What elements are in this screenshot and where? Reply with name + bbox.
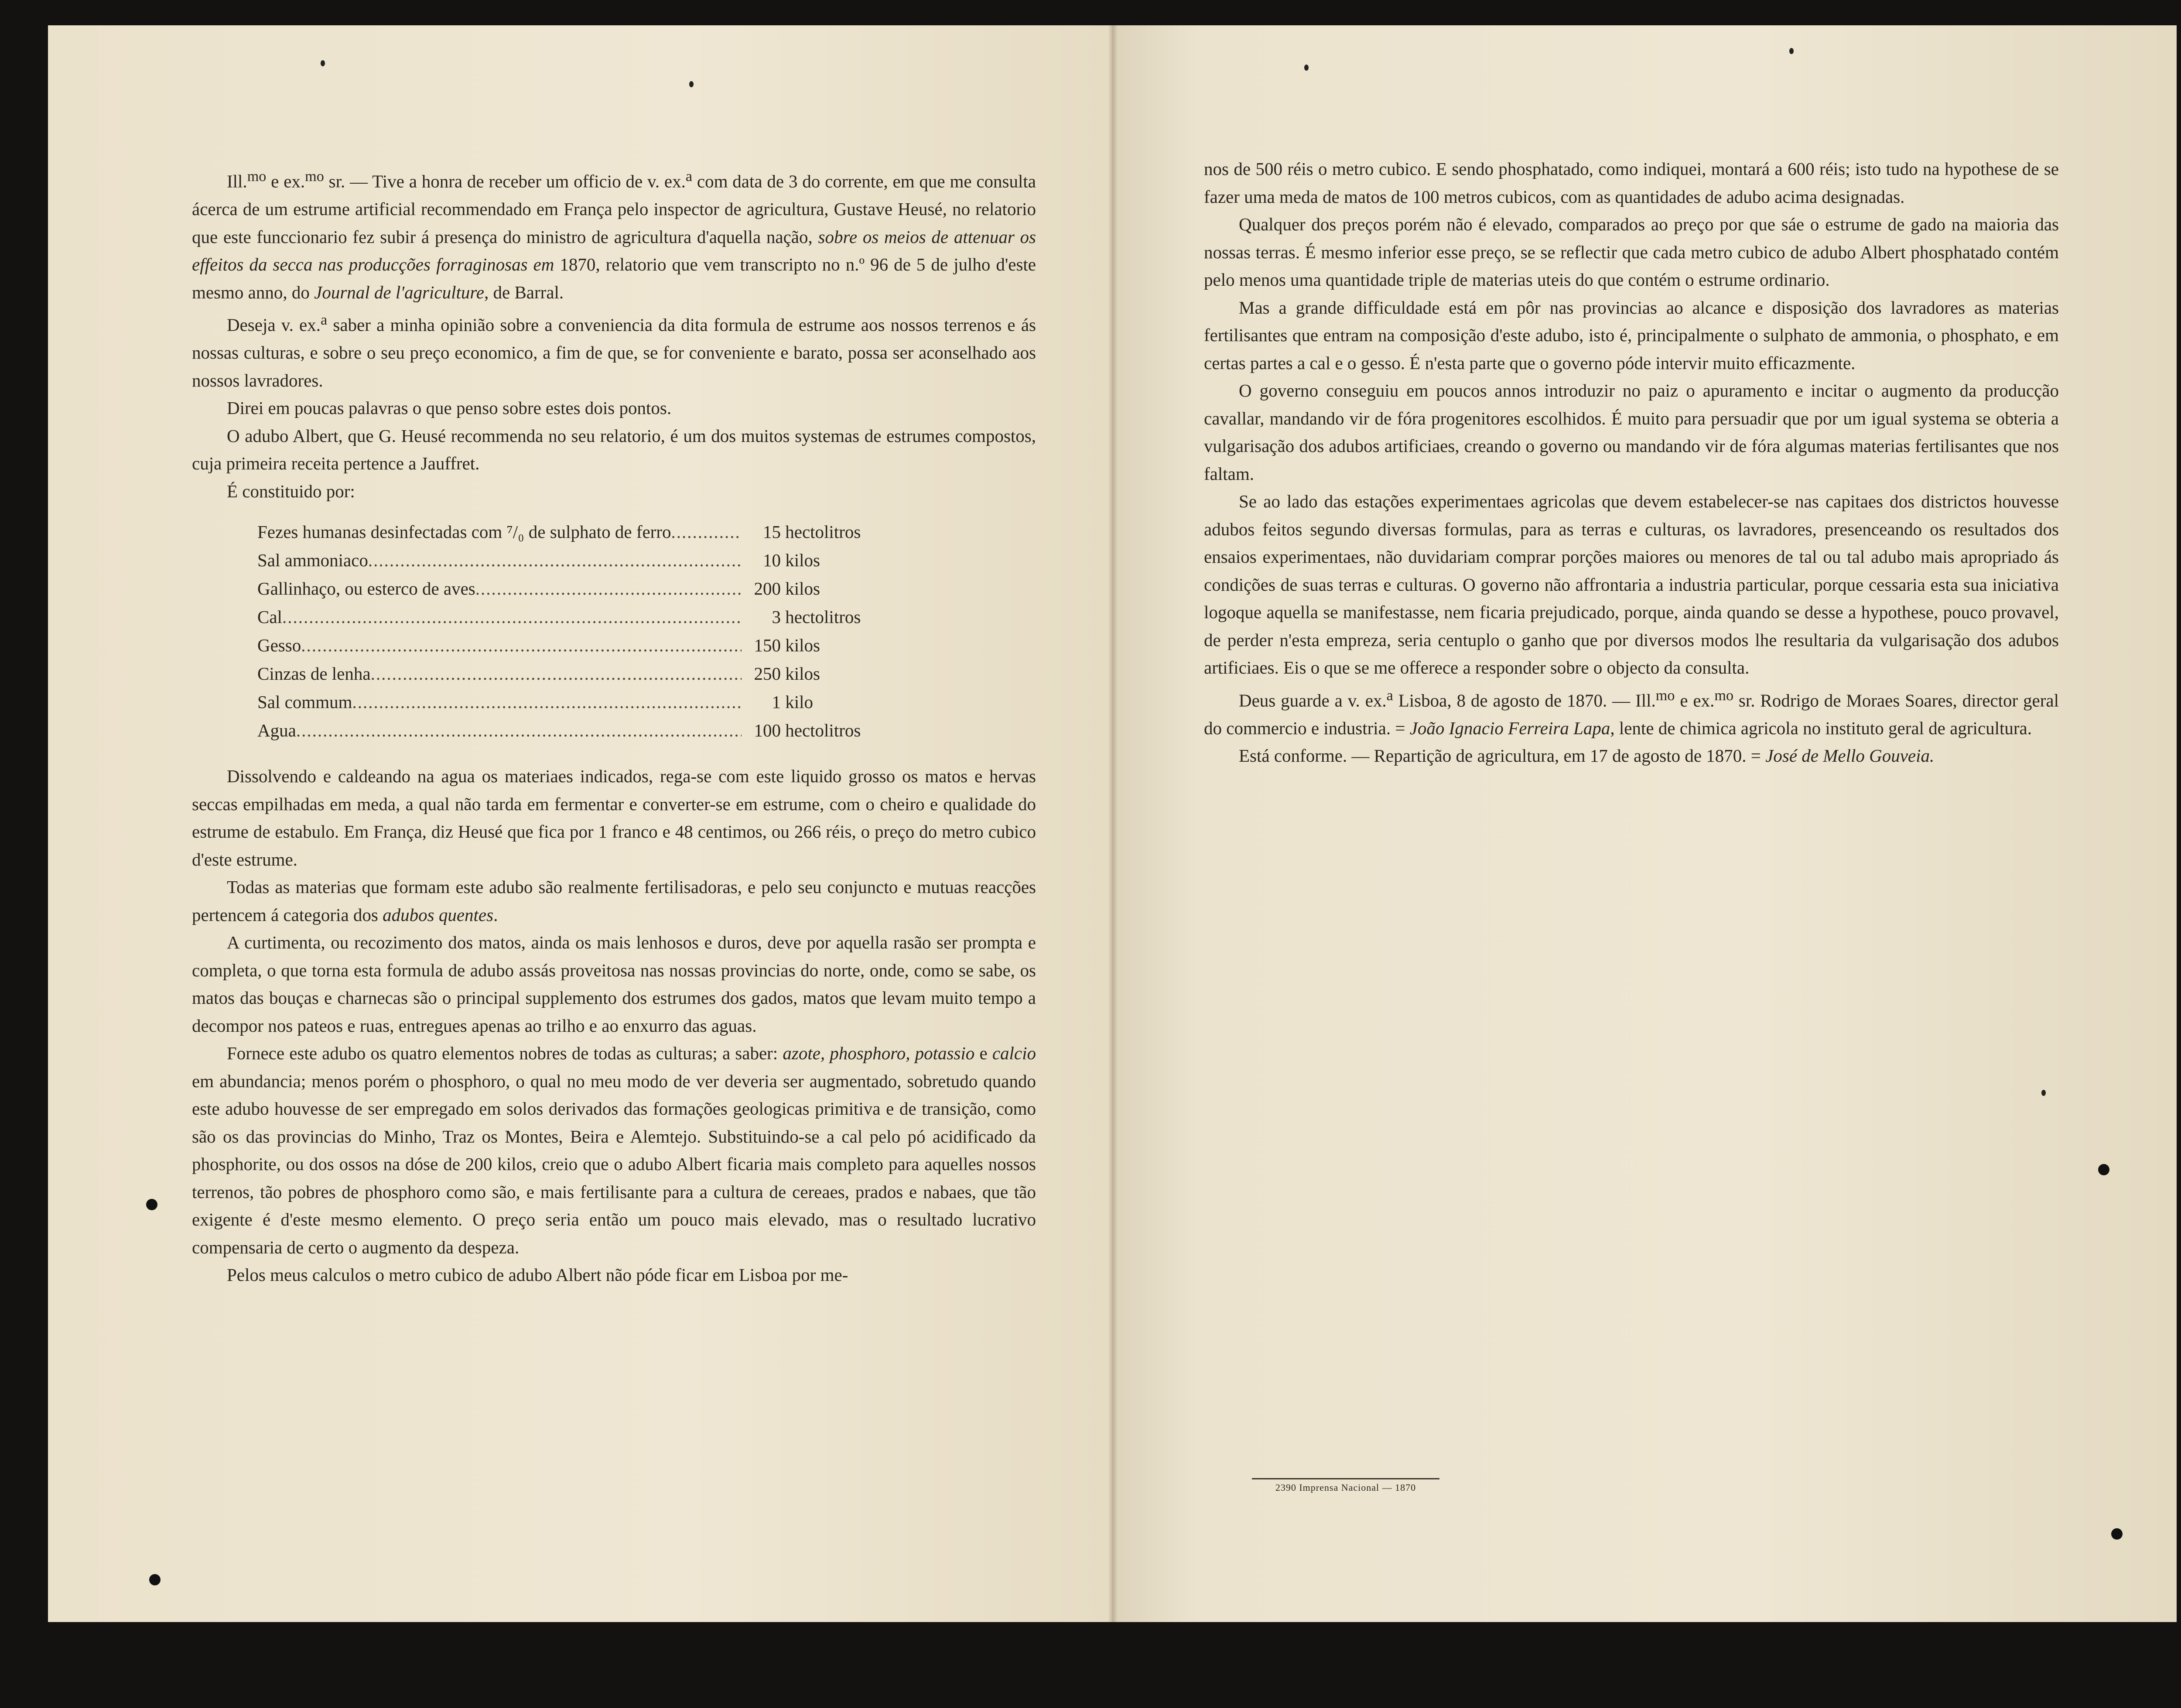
ink-speck xyxy=(1789,48,1794,54)
quantity-number: 15 xyxy=(763,522,781,542)
ink-speck xyxy=(321,60,325,66)
ink-speck xyxy=(689,81,694,87)
dot-leader xyxy=(282,603,742,631)
text-run: , lente de chimica agricola no instituto geral de agricultura. xyxy=(1610,718,2032,738)
text-run: Todas as materias que formam este adubo são realmente fertilisadoras, e pelo seu conjuncto e mutuas reacções pertencem á categoria dos xyxy=(192,877,1036,925)
paragraph: Pelos meus calculos o metro cubico de adubo Albert não póde ficar em Lisboa por me- xyxy=(227,1265,848,1285)
quantity-unit: kilos xyxy=(785,635,820,656)
paragraph: Qualquer dos preços porém não é elevado, comparados ao preço por que sáe o estrume de gado na maioria das nossas terras. É mesmo inferior esse preço, se se reflectir que cada metro cubico de adubo Albert phosphatado contém pelo menos uma quantidade triple de materias uteis do que contém o estrume ordinario. xyxy=(1204,214,2059,290)
paragraph: Direi em poucas palavras o que penso sobre estes dois pontos. xyxy=(227,398,672,418)
quantity-number: 200 xyxy=(754,578,781,599)
punch-hole xyxy=(2098,1164,2109,1175)
text-run: saber a minha opinião sobre a conveniencia da dita formula de estrume aos nossos terrenos e ás nossas culturas, e sobre o seu preço economico, a fim de que, se for conveniente e barato, possa ser aconselhado aos nossos lavradores. xyxy=(192,315,1036,390)
superscript: a xyxy=(685,168,693,185)
paragraph xyxy=(192,873,1036,929)
paragraph: O adubo Albert, que G. Heusé recommenda no seu relatorio, é um dos muitos systemas de estrumes compostos, cuja primeira receita pertence a Jauffret. xyxy=(192,425,1036,474)
dot-leader xyxy=(368,547,742,575)
ingredient-quantity xyxy=(742,547,877,575)
punch-hole xyxy=(146,1199,157,1210)
ingredient-quantity xyxy=(742,518,877,546)
paragraph: nos de 500 réis o metro cubico. E sendo phosphatado, como indiquei, montará a 600 réis; isto tudo na hypothese de se fazer uma meda de matos de 100 metros cubicos, com as quantidades de adubo acima designadas. xyxy=(1204,159,2059,207)
ink-speck xyxy=(2041,1090,2046,1096)
ingredient-row xyxy=(257,603,877,632)
right-column-text xyxy=(1204,155,2059,770)
ingredient-name: Agua xyxy=(257,720,296,741)
quantity-number: 3 xyxy=(772,607,781,627)
text-run: , de Barral. xyxy=(484,282,564,302)
text-run: Ill. xyxy=(227,171,247,192)
quantity-unit: hectolitros xyxy=(785,522,861,542)
ingredient-row xyxy=(257,688,877,717)
signature-paragraph xyxy=(1204,682,2059,743)
superscript: mo xyxy=(305,168,324,185)
quantity-number: 10 xyxy=(763,550,781,571)
superscript: mo xyxy=(1714,687,1734,704)
quantity-unit: kilo xyxy=(785,692,814,712)
quantity-number: 250 xyxy=(754,664,781,684)
signatory-name: João Ignacio Ferreira Lapa xyxy=(1409,718,1610,738)
ingredient-row xyxy=(257,547,877,575)
dot-leader xyxy=(371,660,742,688)
superscript: mo xyxy=(247,168,267,185)
italic-term: calcio xyxy=(992,1043,1036,1064)
paragraph: É constituido por: xyxy=(227,481,355,501)
paragraph: Se ao lado das estações experimentaes agricolas que devem estabelecer-se nas capitaes dos districtos houvesse adubos feitos segundo diversas formulas, para as terras e culturas, os lavradores, presenceando os resultados dos ensaios experimentaes, não duvidariam comprar porções maiores ou menores de tal ou tal adubo mais apropriado ás condições de suas terras e culturas. O governo não affrontaria a industria particular, porque cessaria esta sua iniciativa logoque aquella se manifestasse, nem ficaria prejudicado, porque, ainda quando se desse a hypothese, pouco provavel, de perder n'esta empreza, seria centuplo o ganho que por diversos modos lhe resultaria da vulgarisação dos adubos artificiaes. Eis o que se me offerece a responder sobre o objecto da consulta. xyxy=(1204,491,2059,678)
journal-title: Journal de l'agriculture xyxy=(314,282,485,302)
ingredient-quantity xyxy=(742,660,877,688)
document-sheet xyxy=(48,25,2177,1622)
dot-leader xyxy=(301,632,742,660)
quantity-number: 150 xyxy=(754,635,781,656)
ingredient-quantity xyxy=(742,632,877,660)
italic-title: sobre os meios de attenuar os effeitos da secca nas producções forraginosas em xyxy=(192,226,1036,275)
quantity-unit: kilos xyxy=(785,664,820,684)
certification-paragraph xyxy=(1204,742,2059,770)
text-run: Lisboa, 8 de agosto de 1870. — Ill. xyxy=(1393,690,1656,711)
text-run: sr. Rodrigo de Moraes Soares, director geral do commercio e industria. = xyxy=(1204,690,2059,738)
ingredient-name: Cal xyxy=(257,607,282,627)
paragraph-opening xyxy=(192,163,1036,306)
ingredient-row xyxy=(257,660,877,688)
text-run: e xyxy=(974,1043,992,1064)
quantity-unit: hectolitros xyxy=(785,720,861,741)
ingredient-name: Fezes humanas desinfectadas com ⁷/₀ de sulphato de ferro xyxy=(257,522,671,542)
text-run: Fornece este adubo os quatro elementos nobres de todas as culturas; a saber: xyxy=(227,1043,783,1064)
text-run: e ex. xyxy=(1675,690,1715,711)
text-run: . xyxy=(493,904,498,925)
dot-leader xyxy=(296,717,742,745)
quantity-unit: hectolitros xyxy=(785,607,861,627)
text-run: Deus guarde a v. ex. xyxy=(1239,690,1387,711)
printer-imprint: 2390 Imprensa Nacional — 1870 xyxy=(1252,1478,1439,1493)
text-run: Está conforme. — Repartição de agricultura, em 17 de agosto de 1870. = xyxy=(1239,746,1766,766)
ingredient-name: Cinzas de lenha xyxy=(257,664,371,684)
quantity-number: 1 xyxy=(772,692,781,712)
paragraph: A curtimenta, ou recozimento dos matos, ainda os mais lenhosos e duros, deve por aquella rasão ser prompta e completa, o que torna esta formula de adubo assás proveitosa nas nossas provincias do norte, onde, como se sabe, os matos das bouças e charnecas são o principal supplemento dos estrumes dos gados, matos que levam muito tempo a decompor nos pateos e ruas, entregues apenas ao trilho e ao enxurro das aguas. xyxy=(192,932,1036,1036)
ingredient-quantity xyxy=(742,717,877,745)
dot-leader xyxy=(475,575,742,603)
paragraph: O governo conseguiu em poucos annos introduzir no paiz o apuramento e incitar o augmento da producção cavallar, mandando vir de fóra progenitores escolhidos. É muito para persuadir que por um igual systema se obteria a vulgarisação dos adubos artificiaes, creando o governo ou mandando vir de fóra algumas materias fertilisantes que nos faltam. xyxy=(1204,380,2059,484)
paragraph: Dissolvendo e caldeando na agua os materiaes indicados, rega-se com este liquido grosso os matos e hervas seccas empilhadas em meda, a qual não tarda em fermentar e converter-se em estrume, com o cheiro e qualidade do estrume de estabulo. Em França, diz Heusé que fica por 1 franco e 48 centimos, ou 266 réis, o preço do metro cubico d'este estrume. xyxy=(192,766,1036,869)
paragraph xyxy=(192,306,1036,394)
ingredient-name: Gallinhaço, ou esterco de aves xyxy=(257,578,475,599)
quantity-number: 100 xyxy=(754,720,781,741)
ingredient-row xyxy=(257,717,877,745)
ingredient-quantity xyxy=(742,575,877,603)
ingredient-quantity xyxy=(742,603,877,631)
superscript: a xyxy=(1386,687,1393,704)
text-run: 1870, relatorio que vem transcripto no n.º 96 de 5 de julho d'este mesmo anno, do xyxy=(192,254,1036,302)
italic-term: adubos quentes xyxy=(383,904,494,925)
quantity-unit: kilos xyxy=(785,578,820,599)
text-run: com data de 3 do corrente, em que me consulta ácerca de um estrume artificial recommendado em França pelo inspector de agricultura, Gustave Heusé, no relatorio que este funccionario fez subir á presença do ministro de agricultura d'aquella nação, xyxy=(192,171,1036,247)
ingredient-row xyxy=(257,518,877,547)
superscript: a xyxy=(321,312,328,329)
certifier-name: José de Mello Gouveia. xyxy=(1765,746,1935,766)
dot-leader xyxy=(352,688,742,716)
text-run: sr. — Tive a honra de receber um officio de v. ex. xyxy=(324,171,686,192)
ingredient-name: Gesso xyxy=(257,635,301,656)
paragraph xyxy=(192,1040,1036,1261)
ingredient-row xyxy=(257,575,877,603)
text-run: Deseja v. ex. xyxy=(227,315,321,335)
quantity-unit: kilos xyxy=(785,550,820,571)
punch-hole xyxy=(2111,1528,2123,1540)
ink-speck xyxy=(1304,65,1309,71)
paragraph: Mas a grande difficuldade está em pôr nas provincias ao alcance e disposição dos lavradores as materias fertilisantes que entram na composição d'este adubo, isto é, principalmente o sulphato de ammonia, o phosphato, e em certas partes a cal e o gesso. É n'esta parte que o governo póde intervir muito efficazmente. xyxy=(1204,297,2059,373)
italic-term: azote, phosphoro, potassio xyxy=(783,1043,975,1064)
text-run: em abundancia; menos porém o phosphoro, o qual no meu modo de ver deveria ser augmentado, sobretudo quando este adubo houvesse de ser empregado em solos derivados das formações geologicas primitiva e de transição, como são os das provincias do Minho, Traz os Montes, Beira e Alemtejo. Substituindo-se a cal pelo pó acidificado da phosphorite, ou dos ossos na dóse de 200 kilos, creio que o adubo Albert ficaria mais completo para aquelles nossos terrenos, tão pobres de phosphoro como são, e mais fertilisante para a cultura de cereaes, prados e nabaes, que tão exigente é d'este mesmo elemento. O preço seria então um pouco mais elevado, mas o resultado lucrativo compensaria de certo o augmento da despeza. xyxy=(192,1071,1036,1257)
center-fold xyxy=(1108,25,1118,1622)
text-run: e ex. xyxy=(266,171,305,192)
dot-leader xyxy=(671,518,742,546)
punch-hole xyxy=(149,1574,161,1585)
ingredient-name: Sal commum xyxy=(257,692,352,712)
ingredients-table xyxy=(257,518,877,745)
ingredient-quantity xyxy=(742,688,877,716)
ingredient-name: Sal ammoniaco xyxy=(257,550,368,571)
ingredient-row xyxy=(257,632,877,660)
left-column-text xyxy=(192,163,1036,1289)
superscript: mo xyxy=(1655,687,1675,704)
